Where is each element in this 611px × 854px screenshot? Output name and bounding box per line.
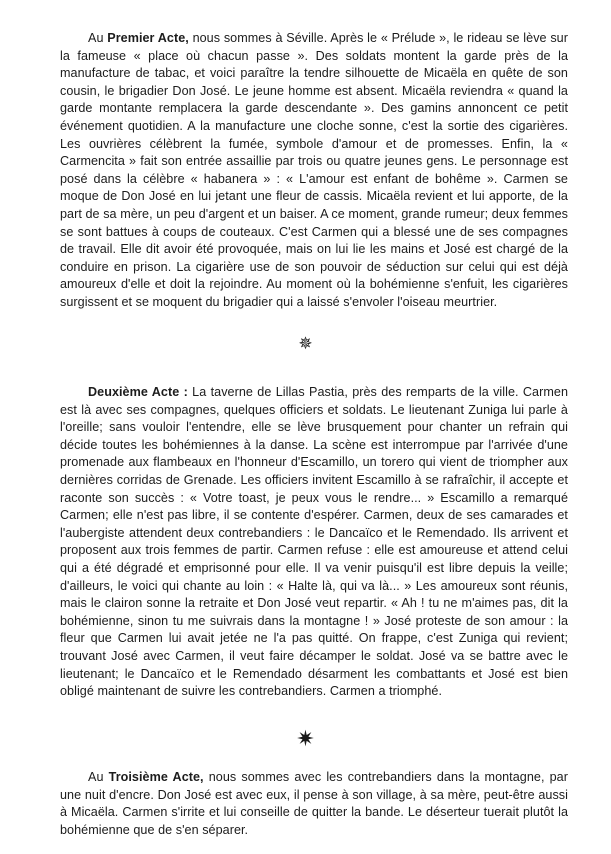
act-one-paragraph bbox=[60, 30, 568, 312]
act-one-title: Premier Acte, bbox=[107, 31, 189, 45]
act-one-intro: Au bbox=[88, 31, 108, 45]
star-ornament-icon: ✷ bbox=[296, 727, 315, 752]
act-two-title: Deuxième Acte : bbox=[88, 385, 188, 399]
act-three-title: Troisième Acte, bbox=[108, 770, 204, 784]
act-two-text: La taverne de Lillas Pastia, près des remparts de la ville. Carmen est là avec ses compagnes, quelques officiers et soldats. Le lieutenant Zuniga lui parle à l'oreille; sans vouloir l'entendre, elle se lève brusquement pour chanter un refrain qui décide toutes les bohémiennes à la danse. La scène est interrompue par l'arrivée d'une promenade aux flambeaux en l'honneur d'Escamillo, un torero qui vient de triompher aux dernières corridas de Grenade. Les officiers invitent Escamillo à se rafraîchir, il accepte et raconte son succès : « Votre toast, je peux vous le rendre... » Escamillo a remarqué Carmen; elle n'est pas libre, il se contente d'espérer. Carmen, deux de ses camarades et l'aubergiste attendent deux contrebandiers : le Dancaïco et le Remendado. Ils arrivent et proposent aux trois femmes de partir. Carmen refuse : elle est amoureuse et attend celui qui a été dégradé et emprisonné pour elle. Il va venir puisqu'il est libre depuis la veille; d'ailleurs, le voici qui chante au loin : « Halte là, qui va là... » Les amoureux sont réunis, mais le clairon sonne la retraite et Don José veut repartir. « Ah ! tu ne m'aimes pas, dit la bohémienne, sinon tu me suivrais dans la montagne ! » José proteste de son amour : la fleur que Carmen lui avait jetée ne l'a pas quitté. On frappe, c'est Zuniga qui revient; trouvant José avec Carmen, il veut faire décamper le soldat. José va se battre avec le lieutenant; le Dancaïco et le Remendado désarment les combattants et José est bien obligé maintenant de suivre les contrebandiers. Carmen a triomphé. bbox=[60, 385, 568, 699]
act-three-paragraph bbox=[60, 769, 568, 839]
act-one-text: nous sommes à Séville. Après le « Prélude », le rideau se lève sur la fameuse « place où chacun passe ». Des soldats montent la garde près de la manufacture de tabac, et voici paraître la tendre silhouette de Micaëla en quête de son cousin, le brigadier Don José. Le jeune homme est absent. Micaëla reviendra « quand la garde montante remplacera la garde descendante ». Des gamins annoncent ce petit événement quotidien. A la manufacture une cloche sonne, c'est la sortie des cigarières. Les ouvrières célèbrent la fumée, symbole d'amour et de promesses. Enfin, la « Carmencita » fait son entrée assaillie par trois ou quatre jeunes gens. Le personnage est posé dans la célèbre « habanera » : « L'amour est enfant de bohême ». Carmen se moque de Don José en lui jetant une fleur de cassis. Micaëla revient et lui apporte, de la part de sa mère, un peu d'argent et un baiser. A ce moment, grande rumeur; deux femmes se sont battues à coups de couteaux. C'est Carmen qui a blessé une de ses compagnes de travail. Elle dit avoir été provoquée, mais on lui lie les mains et José est chargé de la conduire en prison. La cigarière use de son pouvoir de séduction sur celui qui est déjà amoureux d'elle et doit la rejoindre. Au moment où la bohémienne s'enfuit, les cigarières surgissent et se moquent du brigadier qui a laissé s'envoler l'oiseau meurtrier. bbox=[60, 31, 568, 309]
act-two-paragraph bbox=[60, 384, 568, 701]
act-three-text: nous sommes avec les contrebandiers dans la montagne, par une nuit d'encre. Don José est avec eux, il pense à son village, à sa mère, peut-être aussi à Micaëla. Carmen s'irrite et lui conseille de quitter la bande. Le déserteur tuerait plutôt la bohémienne que de s'en séparer. bbox=[60, 770, 568, 837]
act-three-intro: Au bbox=[88, 770, 109, 784]
star-ornament-icon: ✵ bbox=[298, 334, 313, 354]
